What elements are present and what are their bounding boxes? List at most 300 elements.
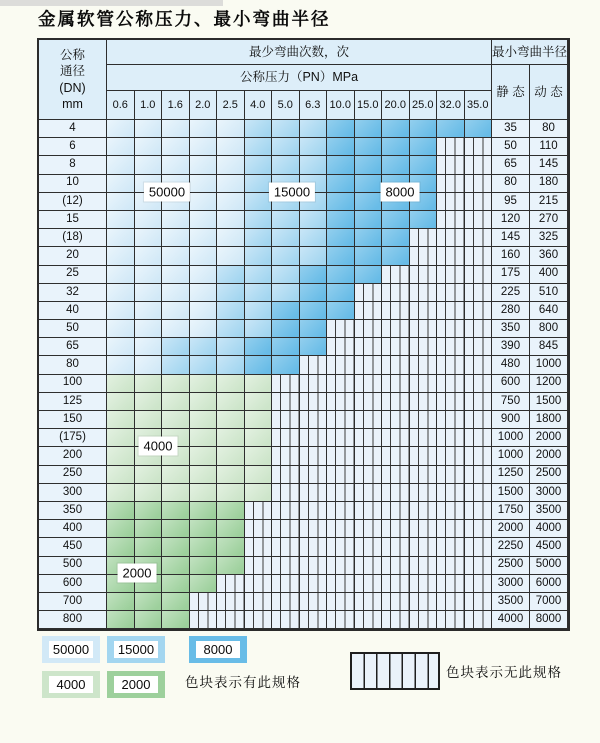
dn-cell: 10 xyxy=(39,175,107,193)
no-spec-cell xyxy=(300,593,328,611)
no-spec-cell xyxy=(327,338,355,356)
dn-header-line: (DN) xyxy=(59,80,86,95)
spec-cell xyxy=(272,138,300,156)
dynamic-value-cell: 1800 xyxy=(530,411,568,429)
spec-cell xyxy=(162,229,190,247)
no-spec-cell xyxy=(437,538,465,556)
spec-cell xyxy=(162,302,190,320)
pressure-col-header: 4.0 xyxy=(245,91,273,120)
legend-hatch-box xyxy=(350,652,440,690)
no-spec-cell xyxy=(355,520,383,538)
spec-cell xyxy=(272,229,300,247)
no-spec-cell xyxy=(355,502,383,520)
no-spec-cell xyxy=(465,138,493,156)
spec-cell xyxy=(217,211,245,229)
no-spec-cell xyxy=(300,484,328,502)
spec-cell xyxy=(135,520,163,538)
spec-cell xyxy=(327,229,355,247)
spec-cell xyxy=(327,120,355,138)
spec-cell xyxy=(162,338,190,356)
pressure-col-header: 35.0 xyxy=(465,91,493,120)
spec-cell xyxy=(217,138,245,156)
dynamic-value-cell: 4500 xyxy=(530,538,568,556)
no-spec-cell xyxy=(437,302,465,320)
spec-cell xyxy=(300,138,328,156)
no-spec-cell xyxy=(382,393,410,411)
no-spec-cell xyxy=(437,375,465,393)
spec-cell xyxy=(107,429,135,447)
no-spec-cell xyxy=(382,502,410,520)
no-spec-cell xyxy=(355,393,383,411)
spec-cell xyxy=(245,320,273,338)
no-spec-cell xyxy=(355,302,383,320)
spec-cell xyxy=(272,156,300,174)
spec-cell xyxy=(162,375,190,393)
dn-cell: 20 xyxy=(39,247,107,265)
no-spec-cell xyxy=(327,375,355,393)
no-spec-cell xyxy=(327,557,355,575)
spec-cell xyxy=(107,120,135,138)
spec-cell xyxy=(135,247,163,265)
no-spec-cell xyxy=(355,338,383,356)
dynamic-value-cell: 1500 xyxy=(530,393,568,411)
spec-cell xyxy=(162,484,190,502)
no-spec-cell xyxy=(245,557,273,575)
dn-cell: 150 xyxy=(39,411,107,429)
spec-cell xyxy=(190,338,218,356)
no-spec-cell xyxy=(410,302,438,320)
no-spec-cell xyxy=(245,538,273,556)
spec-cell xyxy=(245,211,273,229)
spec-cell xyxy=(135,338,163,356)
no-spec-cell xyxy=(245,520,273,538)
dynamic-value-cell: 6000 xyxy=(530,575,568,593)
spec-cell xyxy=(135,593,163,611)
static-value-cell: 1000 xyxy=(492,447,530,465)
no-spec-cell xyxy=(437,247,465,265)
spec-cell xyxy=(217,356,245,374)
no-spec-cell xyxy=(355,611,383,629)
spec-cell xyxy=(162,320,190,338)
dynamic-value-cell: 110 xyxy=(530,138,568,156)
dn-cell: 200 xyxy=(39,447,107,465)
no-spec-cell xyxy=(327,429,355,447)
no-spec-cell xyxy=(465,356,493,374)
spec-cell xyxy=(135,484,163,502)
spec-cell xyxy=(135,611,163,629)
no-spec-cell xyxy=(355,538,383,556)
no-spec-cell xyxy=(327,520,355,538)
dynamic-value-cell: 360 xyxy=(530,247,568,265)
no-spec-cell xyxy=(437,502,465,520)
spec-cell xyxy=(245,266,273,284)
dynamic-value-cell: 325 xyxy=(530,229,568,247)
spec-cell xyxy=(245,120,273,138)
spec-cell xyxy=(217,175,245,193)
min-radius-header: 最小弯曲半径 xyxy=(492,40,568,65)
spec-cell xyxy=(190,193,218,211)
no-spec-cell xyxy=(410,266,438,284)
spec-cell xyxy=(190,211,218,229)
spec-cell xyxy=(162,575,190,593)
spec-cell xyxy=(217,411,245,429)
pressure-col-header: 20.0 xyxy=(382,91,410,120)
spec-cell xyxy=(272,247,300,265)
spec-cell xyxy=(135,411,163,429)
spec-cell xyxy=(190,466,218,484)
spec-cell xyxy=(107,247,135,265)
dn-cell: 250 xyxy=(39,466,107,484)
spec-cell xyxy=(162,247,190,265)
spec-cell xyxy=(107,284,135,302)
spec-cell xyxy=(300,211,328,229)
no-spec-cell xyxy=(410,411,438,429)
spec-cell xyxy=(355,175,383,193)
dynamic-value-cell: 510 xyxy=(530,284,568,302)
no-spec-cell xyxy=(410,320,438,338)
spec-table xyxy=(37,38,570,631)
no-spec-cell xyxy=(382,338,410,356)
spec-cell xyxy=(162,284,190,302)
spec-cell xyxy=(272,284,300,302)
no-spec-cell xyxy=(410,484,438,502)
dn-cell: 40 xyxy=(39,302,107,320)
spec-cell xyxy=(107,538,135,556)
spec-cell xyxy=(190,284,218,302)
spec-cell xyxy=(162,466,190,484)
no-spec-cell xyxy=(410,575,438,593)
dn-cell: 125 xyxy=(39,393,107,411)
no-spec-cell xyxy=(272,484,300,502)
no-spec-cell xyxy=(355,356,383,374)
no-spec-cell xyxy=(217,611,245,629)
spec-cell xyxy=(190,320,218,338)
legend-swatch-label: 8000 xyxy=(196,641,240,658)
spec-cell xyxy=(217,447,245,465)
no-spec-cell xyxy=(410,375,438,393)
no-spec-cell xyxy=(300,356,328,374)
spec-cell xyxy=(410,120,438,138)
dynamic-value-cell: 400 xyxy=(530,266,568,284)
legend-swatch-50000 xyxy=(42,636,100,663)
spec-cell xyxy=(217,502,245,520)
spec-cell xyxy=(135,502,163,520)
static-value-cell: 480 xyxy=(492,356,530,374)
spec-cell xyxy=(355,120,383,138)
no-spec-cell xyxy=(410,393,438,411)
dynamic-value-cell: 1200 xyxy=(530,375,568,393)
no-spec-cell xyxy=(465,229,493,247)
spec-cell xyxy=(107,229,135,247)
legend-caption-available: 色块表示有此规格 xyxy=(185,675,301,690)
no-spec-cell xyxy=(410,356,438,374)
spec-cell xyxy=(135,375,163,393)
no-spec-cell xyxy=(300,411,328,429)
pressure-col-header: 1.0 xyxy=(135,91,163,120)
dn-cell: 50 xyxy=(39,320,107,338)
spec-cell xyxy=(217,156,245,174)
no-spec-cell xyxy=(382,466,410,484)
spec-cell xyxy=(217,229,245,247)
spec-cell xyxy=(135,320,163,338)
no-spec-cell xyxy=(437,156,465,174)
spec-cell xyxy=(217,466,245,484)
dn-cell: 800 xyxy=(39,611,107,629)
spec-cell xyxy=(245,193,273,211)
spec-cell xyxy=(245,156,273,174)
no-spec-cell xyxy=(437,557,465,575)
legend-swatch-label: 15000 xyxy=(114,641,158,658)
no-spec-cell xyxy=(327,411,355,429)
spec-cell xyxy=(217,520,245,538)
no-spec-cell xyxy=(272,611,300,629)
no-spec-cell xyxy=(190,593,218,611)
dn-cell: 600 xyxy=(39,575,107,593)
dn-cell: 350 xyxy=(39,502,107,520)
spec-cell xyxy=(245,338,273,356)
spec-cell xyxy=(217,393,245,411)
spec-cell xyxy=(217,429,245,447)
spec-cell xyxy=(217,120,245,138)
spec-cell xyxy=(327,302,355,320)
no-spec-cell xyxy=(410,338,438,356)
no-spec-cell xyxy=(437,356,465,374)
dn-header-line: mm xyxy=(62,97,83,111)
no-spec-cell xyxy=(327,611,355,629)
no-spec-cell xyxy=(245,575,273,593)
region-label-50000: 50000 xyxy=(144,183,190,202)
static-value-cell: 1000 xyxy=(492,429,530,447)
dn-column-header xyxy=(39,40,107,120)
dynamic-value-cell: 4000 xyxy=(530,520,568,538)
no-spec-cell xyxy=(355,320,383,338)
spec-cell xyxy=(327,193,355,211)
no-spec-cell xyxy=(300,538,328,556)
dn-cell: 4 xyxy=(39,120,107,138)
spec-cell xyxy=(190,120,218,138)
spec-cell xyxy=(272,320,300,338)
no-spec-cell xyxy=(245,593,273,611)
spec-cell xyxy=(190,302,218,320)
no-spec-cell xyxy=(327,356,355,374)
spec-cell xyxy=(135,538,163,556)
spec-cell xyxy=(382,211,410,229)
spec-cell xyxy=(190,375,218,393)
dn-cell: 65 xyxy=(39,338,107,356)
spec-cell xyxy=(382,138,410,156)
dynamic-value-cell: 5000 xyxy=(530,557,568,575)
no-spec-cell xyxy=(437,593,465,611)
spec-cell xyxy=(272,302,300,320)
no-spec-cell xyxy=(410,229,438,247)
no-spec-cell xyxy=(410,447,438,465)
no-spec-cell xyxy=(465,156,493,174)
no-spec-cell xyxy=(437,411,465,429)
spec-cell xyxy=(107,320,135,338)
pressure-col-header: 2.0 xyxy=(190,91,218,120)
no-spec-cell xyxy=(272,575,300,593)
spec-cell xyxy=(327,138,355,156)
spec-cell xyxy=(382,229,410,247)
static-value-cell: 35 xyxy=(492,120,530,138)
dn-cell: (18) xyxy=(39,229,107,247)
no-spec-cell xyxy=(465,520,493,538)
no-spec-cell xyxy=(382,429,410,447)
static-value-cell: 3500 xyxy=(492,593,530,611)
spec-cell xyxy=(300,302,328,320)
no-spec-cell xyxy=(300,502,328,520)
no-spec-cell xyxy=(410,557,438,575)
no-spec-cell xyxy=(272,557,300,575)
no-spec-cell xyxy=(355,557,383,575)
static-value-cell: 80 xyxy=(492,175,530,193)
no-spec-cell xyxy=(410,593,438,611)
no-spec-cell xyxy=(437,229,465,247)
spec-cell xyxy=(107,211,135,229)
no-spec-cell xyxy=(355,375,383,393)
spec-cell xyxy=(107,375,135,393)
legend-swatch-label: 2000 xyxy=(114,676,158,693)
no-spec-cell xyxy=(272,375,300,393)
no-spec-cell xyxy=(437,193,465,211)
no-spec-cell xyxy=(437,484,465,502)
legend-swatch-label: 50000 xyxy=(49,641,93,658)
no-spec-cell xyxy=(382,320,410,338)
page-title: 金属软管公称压力、最小弯曲半径 xyxy=(38,10,331,30)
no-spec-cell xyxy=(410,538,438,556)
spec-cell xyxy=(107,193,135,211)
no-spec-cell xyxy=(410,466,438,484)
pressure-col-header: 15.0 xyxy=(355,91,383,120)
spec-cell xyxy=(217,338,245,356)
spec-cell xyxy=(355,193,383,211)
spec-cell xyxy=(355,229,383,247)
spec-cell xyxy=(190,429,218,447)
dynamic-value-cell: 80 xyxy=(530,120,568,138)
spec-cell xyxy=(107,338,135,356)
dn-cell: 6 xyxy=(39,138,107,156)
no-spec-cell xyxy=(465,502,493,520)
spec-cell xyxy=(135,393,163,411)
dynamic-value-cell: 7000 xyxy=(530,593,568,611)
no-spec-cell xyxy=(382,266,410,284)
static-value-cell: 2250 xyxy=(492,538,530,556)
static-value-cell: 350 xyxy=(492,320,530,338)
dn-cell: 700 xyxy=(39,593,107,611)
spec-cell xyxy=(327,175,355,193)
no-spec-cell xyxy=(327,447,355,465)
no-spec-cell xyxy=(465,284,493,302)
spec-cell xyxy=(245,411,273,429)
spec-cell xyxy=(300,320,328,338)
spec-cell xyxy=(300,229,328,247)
pressure-col-header: 32.0 xyxy=(437,91,465,120)
no-spec-cell xyxy=(465,320,493,338)
spec-cell xyxy=(382,247,410,265)
spec-cell xyxy=(135,466,163,484)
spec-cell xyxy=(190,229,218,247)
static-value-cell: 160 xyxy=(492,247,530,265)
no-spec-cell xyxy=(465,538,493,556)
spec-cell xyxy=(272,338,300,356)
no-spec-cell xyxy=(465,484,493,502)
spec-cell xyxy=(190,520,218,538)
no-spec-cell xyxy=(465,193,493,211)
spec-cell xyxy=(300,338,328,356)
spec-cell xyxy=(107,611,135,629)
no-spec-cell xyxy=(382,538,410,556)
region-label-4000: 4000 xyxy=(139,437,178,456)
no-spec-cell xyxy=(355,466,383,484)
spec-cell xyxy=(327,266,355,284)
spec-cell xyxy=(245,284,273,302)
no-spec-cell xyxy=(465,429,493,447)
spec-cell xyxy=(245,375,273,393)
dynamic-value-cell: 215 xyxy=(530,193,568,211)
dn-cell: 25 xyxy=(39,266,107,284)
dynamic-value-cell: 180 xyxy=(530,175,568,193)
spec-cell xyxy=(245,175,273,193)
dynamic-value-cell: 8000 xyxy=(530,611,568,629)
spec-cell xyxy=(465,120,493,138)
spec-cell xyxy=(107,411,135,429)
spec-cell xyxy=(217,538,245,556)
static-value-cell: 50 xyxy=(492,138,530,156)
spec-cell xyxy=(190,356,218,374)
no-spec-cell xyxy=(382,611,410,629)
dn-cell: 32 xyxy=(39,284,107,302)
no-spec-cell xyxy=(382,302,410,320)
spec-cell xyxy=(135,211,163,229)
no-spec-cell xyxy=(410,429,438,447)
static-value-cell: 600 xyxy=(492,375,530,393)
no-spec-cell xyxy=(300,520,328,538)
dynamic-value-cell: 845 xyxy=(530,338,568,356)
spec-cell xyxy=(217,320,245,338)
spec-cell xyxy=(162,356,190,374)
spec-cell xyxy=(135,284,163,302)
no-spec-cell xyxy=(355,575,383,593)
spec-cell xyxy=(245,302,273,320)
spec-cell xyxy=(190,266,218,284)
dn-header-line: 公称 xyxy=(59,47,85,62)
no-spec-cell xyxy=(272,429,300,447)
spec-cell xyxy=(190,447,218,465)
spec-cell xyxy=(245,447,273,465)
dynamic-value-cell: 270 xyxy=(530,211,568,229)
spec-cell xyxy=(107,447,135,465)
no-spec-cell xyxy=(300,375,328,393)
spec-cell xyxy=(410,138,438,156)
spec-cell xyxy=(190,411,218,429)
static-value-cell: 2500 xyxy=(492,557,530,575)
static-column-header: 静 态 xyxy=(492,65,530,120)
spec-cell xyxy=(410,211,438,229)
legend-swatch-8000 xyxy=(189,636,247,663)
spec-cell xyxy=(355,266,383,284)
no-spec-cell xyxy=(437,393,465,411)
region-label-8000: 8000 xyxy=(381,183,420,202)
no-spec-cell xyxy=(217,575,245,593)
dynamic-value-cell: 1000 xyxy=(530,356,568,374)
spec-cell xyxy=(217,284,245,302)
spec-cell xyxy=(382,156,410,174)
spec-cell xyxy=(107,593,135,611)
spec-cell xyxy=(135,138,163,156)
pressure-col-header: 5.0 xyxy=(272,91,300,120)
spec-cell xyxy=(272,356,300,374)
no-spec-cell xyxy=(410,284,438,302)
